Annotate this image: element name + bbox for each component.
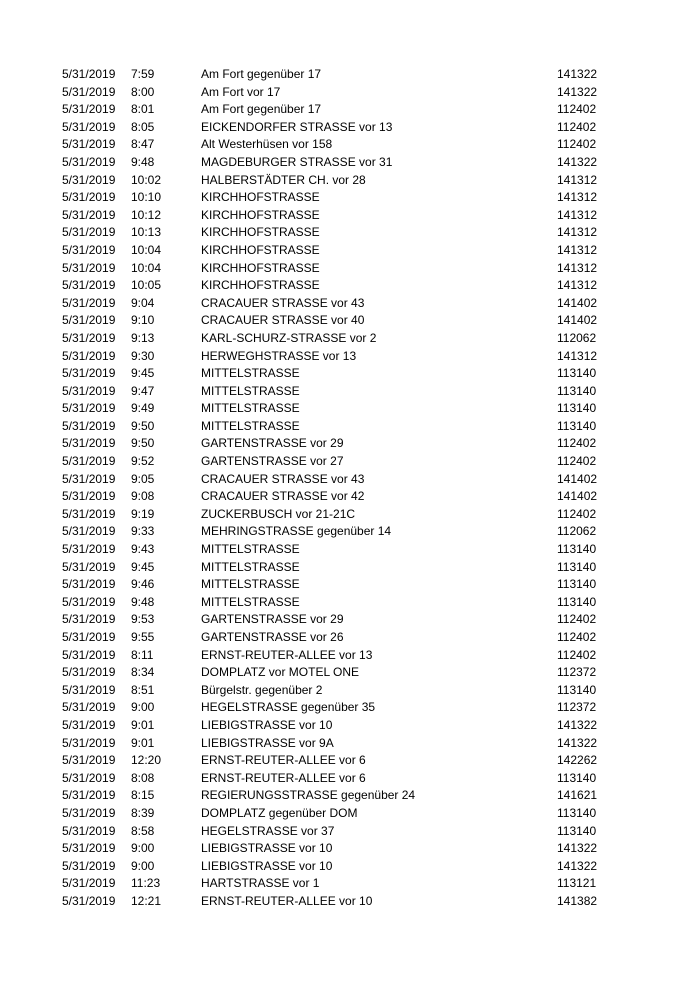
location-cell: LIEBIGSTRASSE vor 10 bbox=[201, 717, 333, 732]
date-cell: 5/31/2019 bbox=[62, 454, 116, 469]
code-cell: 113140 bbox=[557, 401, 597, 416]
time-cell: 12:21 bbox=[131, 893, 162, 908]
table-row bbox=[0, 101, 700, 119]
date-cell: 5/31/2019 bbox=[62, 805, 116, 820]
table-row bbox=[0, 295, 700, 313]
code-cell: 141402 bbox=[557, 313, 598, 328]
time-cell: 9:48 bbox=[131, 154, 155, 169]
date-cell: 5/31/2019 bbox=[62, 682, 116, 697]
time-cell: 9:33 bbox=[131, 524, 155, 539]
date-cell: 5/31/2019 bbox=[62, 876, 116, 891]
time-cell: 8:51 bbox=[131, 682, 155, 697]
date-cell: 5/31/2019 bbox=[62, 788, 116, 803]
table-row bbox=[0, 66, 700, 84]
time-cell: 9:01 bbox=[131, 717, 155, 732]
code-cell: 142262 bbox=[557, 753, 598, 768]
table-row bbox=[0, 119, 700, 137]
code-cell: 141322 bbox=[557, 154, 598, 169]
table-row bbox=[0, 330, 700, 348]
table-row bbox=[0, 611, 700, 629]
location-cell: KIRCHHOFSTRASSE bbox=[201, 207, 320, 222]
time-cell: 10:10 bbox=[131, 190, 162, 205]
code-cell: 141402 bbox=[557, 489, 598, 504]
code-cell: 112402 bbox=[557, 647, 597, 662]
date-cell: 5/31/2019 bbox=[62, 102, 116, 117]
table-row bbox=[0, 506, 700, 524]
code-cell: 141402 bbox=[557, 295, 598, 310]
code-cell: 141312 bbox=[557, 260, 598, 275]
code-cell: 141322 bbox=[557, 735, 598, 750]
code-cell: 141312 bbox=[557, 207, 598, 222]
date-cell: 5/31/2019 bbox=[62, 770, 116, 785]
time-cell: 9:00 bbox=[131, 841, 155, 856]
code-cell: 141322 bbox=[557, 858, 598, 873]
code-cell: 112402 bbox=[557, 454, 597, 469]
table-row bbox=[0, 717, 700, 735]
date-cell: 5/31/2019 bbox=[62, 84, 116, 99]
code-cell: 113140 bbox=[557, 594, 597, 609]
date-cell: 5/31/2019 bbox=[62, 207, 116, 222]
table-row bbox=[0, 277, 700, 295]
code-cell: 112402 bbox=[557, 102, 597, 117]
location-cell: CRACAUER STRASSE vor 40 bbox=[201, 313, 365, 328]
time-cell: 11:23 bbox=[131, 876, 161, 891]
location-cell: KIRCHHOFSTRASSE bbox=[201, 190, 320, 205]
code-cell: 141312 bbox=[557, 242, 598, 257]
location-cell: MITTELSTRASSE bbox=[201, 594, 300, 609]
location-cell: Am Fort gegenüber 17 bbox=[201, 102, 322, 117]
table-row bbox=[0, 647, 700, 665]
location-cell: HALBERSTÄDTER CH. vor 28 bbox=[201, 172, 366, 187]
table-row bbox=[0, 453, 700, 471]
date-cell: 5/31/2019 bbox=[62, 612, 116, 627]
code-cell: 113140 bbox=[557, 542, 597, 557]
time-cell: 10:04 bbox=[131, 242, 162, 257]
table-row bbox=[0, 154, 700, 172]
time-cell: 8:08 bbox=[131, 770, 155, 785]
location-cell: KIRCHHOFSTRASSE bbox=[201, 260, 320, 275]
location-cell: REGIERUNGSSTRASSE gegenüber 24 bbox=[201, 788, 416, 803]
time-cell: 9:47 bbox=[131, 383, 155, 398]
table-row bbox=[0, 224, 700, 242]
table-row bbox=[0, 242, 700, 260]
time-cell: 9:00 bbox=[131, 700, 155, 715]
date-cell: 5/31/2019 bbox=[62, 225, 116, 240]
time-cell: 9:05 bbox=[131, 471, 155, 486]
code-cell: 141382 bbox=[557, 893, 598, 908]
date-cell: 5/31/2019 bbox=[62, 154, 116, 169]
table-row bbox=[0, 172, 700, 190]
date-cell: 5/31/2019 bbox=[62, 172, 116, 187]
location-cell: CRACAUER STRASSE vor 43 bbox=[201, 295, 365, 310]
time-cell: 8:58 bbox=[131, 823, 155, 838]
table-row bbox=[0, 840, 700, 858]
location-cell: MITTELSTRASSE bbox=[201, 542, 300, 557]
time-cell: 8:00 bbox=[131, 84, 155, 99]
location-cell: KARL-SCHURZ-STRASSE vor 2 bbox=[201, 330, 377, 345]
time-cell: 9:50 bbox=[131, 418, 155, 433]
location-cell: GARTENSTRASSE vor 29 bbox=[201, 612, 344, 627]
code-cell: 141312 bbox=[557, 348, 598, 363]
code-cell: 112372 bbox=[557, 665, 597, 680]
time-cell: 9:00 bbox=[131, 858, 155, 873]
time-cell: 9:10 bbox=[131, 313, 155, 328]
date-cell: 5/31/2019 bbox=[62, 489, 116, 504]
code-cell: 113140 bbox=[557, 805, 597, 820]
date-cell: 5/31/2019 bbox=[62, 242, 116, 257]
time-cell: 8:01 bbox=[131, 102, 155, 117]
code-cell: 113140 bbox=[557, 682, 597, 697]
time-cell: 9:04 bbox=[131, 295, 155, 310]
date-cell: 5/31/2019 bbox=[62, 366, 116, 381]
code-cell: 113140 bbox=[557, 823, 597, 838]
date-cell: 5/31/2019 bbox=[62, 594, 116, 609]
table-row bbox=[0, 823, 700, 841]
date-cell: 5/31/2019 bbox=[62, 278, 116, 293]
date-cell: 5/31/2019 bbox=[62, 295, 116, 310]
code-cell: 112062 bbox=[557, 524, 597, 539]
time-cell: 10:02 bbox=[131, 172, 162, 187]
table-row bbox=[0, 699, 700, 717]
location-cell: MEHRINGSTRASSE gegenüber 14 bbox=[201, 524, 392, 539]
code-cell: 112402 bbox=[557, 506, 597, 521]
date-cell: 5/31/2019 bbox=[62, 67, 116, 81]
table-row bbox=[0, 682, 700, 700]
code-cell: 141312 bbox=[557, 172, 598, 187]
table-row bbox=[0, 805, 700, 823]
table-row bbox=[0, 858, 700, 876]
code-cell: 112062 bbox=[557, 330, 597, 345]
location-cell: Alt Westerhüsen vor 158 bbox=[201, 137, 333, 152]
location-cell: Am Fort gegenüber 17 bbox=[201, 67, 322, 81]
time-cell: 9:50 bbox=[131, 436, 155, 451]
date-cell: 5/31/2019 bbox=[62, 383, 116, 398]
date-cell: 5/31/2019 bbox=[62, 524, 116, 539]
date-cell: 5/31/2019 bbox=[62, 401, 116, 416]
time-cell: 9:45 bbox=[131, 366, 155, 381]
table-row bbox=[0, 418, 700, 436]
date-cell: 5/31/2019 bbox=[62, 823, 116, 838]
code-cell: 112402 bbox=[557, 119, 597, 134]
code-cell: 113140 bbox=[557, 383, 597, 398]
time-cell: 8:47 bbox=[131, 137, 155, 152]
table-row bbox=[0, 189, 700, 207]
code-cell: 141322 bbox=[557, 67, 598, 81]
date-cell: 5/31/2019 bbox=[62, 717, 116, 732]
location-cell: HARTSTRASSE vor 1 bbox=[201, 876, 320, 891]
location-cell: CRACAUER STRASSE vor 42 bbox=[201, 489, 365, 504]
code-cell: 112402 bbox=[557, 436, 597, 451]
time-cell: 9:43 bbox=[131, 542, 155, 557]
location-cell: GARTENSTRASSE vor 29 bbox=[201, 436, 344, 451]
date-cell: 5/31/2019 bbox=[62, 630, 116, 644]
location-cell: LIEBIGSTRASSE vor 9A bbox=[201, 735, 334, 750]
time-cell: 9:01 bbox=[131, 735, 155, 750]
table-row bbox=[0, 471, 700, 489]
time-cell: 9:48 bbox=[131, 594, 155, 609]
table-row bbox=[0, 348, 700, 366]
table-row bbox=[0, 594, 700, 612]
location-cell: KIRCHHOFSTRASSE bbox=[201, 225, 320, 240]
location-cell: LIEBIGSTRASSE vor 10 bbox=[201, 841, 333, 856]
table-row bbox=[0, 84, 700, 102]
code-cell: 113140 bbox=[557, 770, 597, 785]
time-cell: 8:15 bbox=[131, 788, 155, 803]
location-cell: CRACAUER STRASSE vor 43 bbox=[201, 471, 365, 486]
time-cell: 10:13 bbox=[131, 225, 162, 240]
code-cell: 141322 bbox=[557, 841, 598, 856]
date-cell: 5/31/2019 bbox=[62, 119, 116, 134]
code-cell: 141312 bbox=[557, 190, 598, 205]
time-cell: 10:12 bbox=[131, 207, 162, 222]
table-row bbox=[0, 893, 700, 911]
location-cell: ERNST-REUTER-ALLEE vor 13 bbox=[201, 647, 373, 662]
table-row bbox=[0, 752, 700, 770]
date-cell: 5/31/2019 bbox=[62, 735, 116, 750]
table-row bbox=[0, 488, 700, 506]
location-cell: HEGELSTRASSE gegenüber 35 bbox=[201, 700, 376, 715]
code-cell: 112402 bbox=[557, 630, 597, 644]
time-cell: 9:13 bbox=[131, 330, 155, 345]
date-cell: 5/31/2019 bbox=[62, 330, 116, 345]
date-cell: 5/31/2019 bbox=[62, 858, 116, 873]
code-cell: 141312 bbox=[557, 225, 598, 240]
time-cell: 9:08 bbox=[131, 489, 155, 504]
date-cell: 5/31/2019 bbox=[62, 647, 116, 662]
table-row bbox=[0, 400, 700, 418]
date-cell: 5/31/2019 bbox=[62, 577, 116, 592]
location-cell: ZUCKERBUSCH vor 21-21C bbox=[201, 506, 356, 521]
code-cell: 113140 bbox=[557, 577, 597, 592]
time-cell: 8:11 bbox=[131, 647, 154, 662]
location-cell: MITTELSTRASSE bbox=[201, 366, 300, 381]
location-cell: DOMPLATZ gegenüber DOM bbox=[201, 805, 358, 820]
table-row bbox=[0, 523, 700, 541]
location-cell: HERWEGHSTRASSE vor 13 bbox=[201, 348, 357, 363]
time-cell: 10:05 bbox=[131, 278, 162, 293]
date-cell: 5/31/2019 bbox=[62, 841, 116, 856]
time-cell: 8:34 bbox=[131, 665, 155, 680]
location-cell: Bürgelstr. gegenüber 2 bbox=[201, 682, 323, 697]
time-cell: 9:52 bbox=[131, 454, 155, 469]
code-cell: 113140 bbox=[557, 559, 597, 574]
table-row bbox=[0, 260, 700, 278]
time-cell: 9:19 bbox=[131, 506, 155, 521]
table-row bbox=[0, 875, 700, 893]
date-cell: 5/31/2019 bbox=[62, 137, 116, 152]
time-cell: 7:59 bbox=[131, 67, 155, 81]
table-row bbox=[0, 664, 700, 682]
date-cell: 5/31/2019 bbox=[62, 348, 116, 363]
location-cell: KIRCHHOFSTRASSE bbox=[201, 278, 320, 293]
date-cell: 5/31/2019 bbox=[62, 665, 116, 680]
table-row bbox=[0, 576, 700, 594]
code-cell: 141621 bbox=[557, 788, 598, 803]
table-row bbox=[0, 559, 700, 577]
table-row bbox=[0, 435, 700, 453]
date-cell: 5/31/2019 bbox=[62, 190, 116, 205]
table-row bbox=[0, 629, 700, 647]
time-cell: 8:39 bbox=[131, 805, 155, 820]
time-cell: 10:04 bbox=[131, 260, 162, 275]
date-cell: 5/31/2019 bbox=[62, 418, 116, 433]
location-cell: MITTELSTRASSE bbox=[201, 383, 300, 398]
date-cell: 5/31/2019 bbox=[62, 700, 116, 715]
code-cell: 141312 bbox=[557, 278, 598, 293]
time-cell: 12:20 bbox=[131, 753, 162, 768]
location-cell: LIEBIGSTRASSE vor 10 bbox=[201, 858, 333, 873]
location-cell: KIRCHHOFSTRASSE bbox=[201, 242, 320, 257]
location-cell: DOMPLATZ vor MOTEL ONE bbox=[201, 665, 360, 680]
date-cell: 5/31/2019 bbox=[62, 471, 116, 486]
location-cell: MITTELSTRASSE bbox=[201, 559, 300, 574]
date-cell: 5/31/2019 bbox=[62, 542, 116, 557]
location-cell: MITTELSTRASSE bbox=[201, 577, 300, 592]
code-cell: 113140 bbox=[557, 366, 597, 381]
table-row bbox=[0, 770, 700, 788]
time-cell: 9:30 bbox=[131, 348, 155, 363]
code-cell: 113140 bbox=[557, 418, 597, 433]
location-cell: MAGDEBURGER STRASSE vor 31 bbox=[201, 154, 393, 169]
table-row bbox=[0, 136, 700, 154]
date-cell: 5/31/2019 bbox=[62, 313, 116, 328]
location-cell: MITTELSTRASSE bbox=[201, 418, 300, 433]
time-cell: 9:46 bbox=[131, 577, 155, 592]
location-cell: MITTELSTRASSE bbox=[201, 401, 300, 416]
time-cell: 9:53 bbox=[131, 612, 155, 627]
date-cell: 5/31/2019 bbox=[62, 559, 116, 574]
code-cell: 112402 bbox=[557, 612, 597, 627]
time-cell: 9:55 bbox=[131, 630, 155, 644]
code-cell: 112402 bbox=[557, 137, 597, 152]
code-cell: 112372 bbox=[557, 700, 597, 715]
time-cell: 8:05 bbox=[131, 119, 155, 134]
table-row bbox=[0, 207, 700, 225]
date-cell: 5/31/2019 bbox=[62, 436, 116, 451]
table-row bbox=[0, 383, 700, 401]
location-cell: GARTENSTRASSE vor 26 bbox=[201, 630, 344, 644]
code-cell: 141322 bbox=[557, 717, 598, 732]
code-cell: 113121 bbox=[557, 876, 597, 891]
time-cell: 9:45 bbox=[131, 559, 155, 574]
location-cell: HEGELSTRASSE vor 37 bbox=[201, 823, 335, 838]
date-cell: 5/31/2019 bbox=[62, 506, 116, 521]
location-cell: ERNST-REUTER-ALLEE vor 10 bbox=[201, 893, 373, 908]
table-row bbox=[0, 787, 700, 805]
table-row bbox=[0, 365, 700, 383]
time-cell: 9:49 bbox=[131, 401, 155, 416]
data-table bbox=[0, 66, 700, 911]
location-cell: GARTENSTRASSE vor 27 bbox=[201, 454, 344, 469]
date-cell: 5/31/2019 bbox=[62, 260, 116, 275]
table-row bbox=[0, 735, 700, 753]
location-cell: Am Fort vor 17 bbox=[201, 84, 281, 99]
table-row bbox=[0, 312, 700, 330]
location-cell: ERNST-REUTER-ALLEE vor 6 bbox=[201, 770, 366, 785]
location-cell: EICKENDORFER STRASSE vor 13 bbox=[201, 119, 393, 134]
date-cell: 5/31/2019 bbox=[62, 753, 116, 768]
code-cell: 141402 bbox=[557, 471, 598, 486]
date-cell: 5/31/2019 bbox=[62, 893, 116, 908]
location-cell: ERNST-REUTER-ALLEE vor 6 bbox=[201, 753, 366, 768]
table-row bbox=[0, 541, 700, 559]
code-cell: 141322 bbox=[557, 84, 598, 99]
